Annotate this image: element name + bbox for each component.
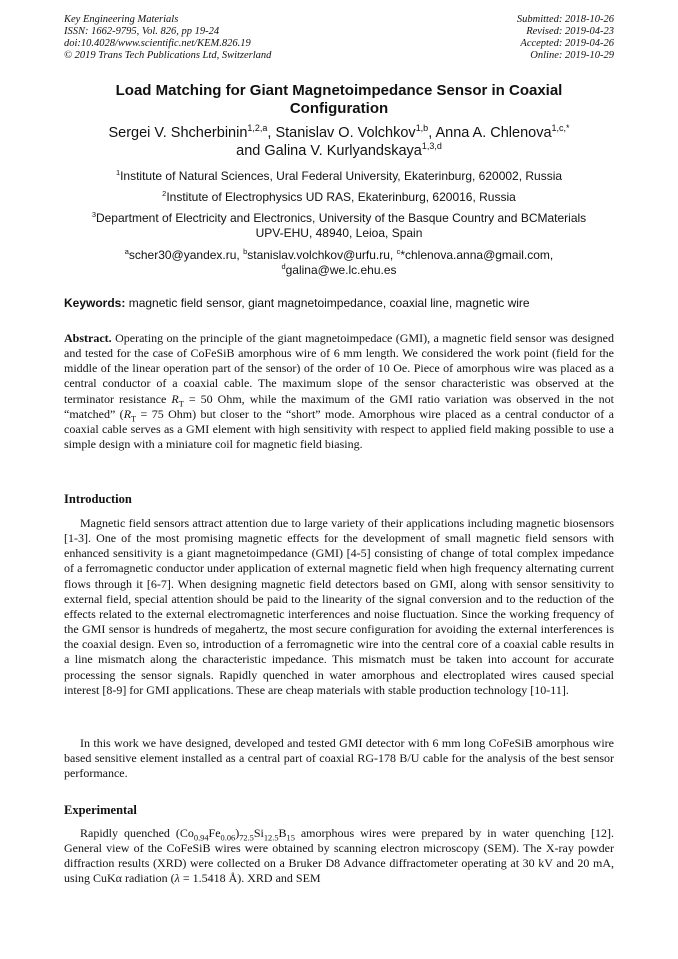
copyright-line: © 2019 Trans Tech Publications Ltd, Switzerland — [64, 50, 272, 61]
experimental-paragraph-1 — [64, 826, 614, 887]
formula-part: Rapidly quenched (Co — [80, 826, 194, 840]
submitted-date: Submitted: 2018-10-26 — [516, 14, 614, 25]
author-4: and Galina V. Kurlyandskaya — [236, 143, 422, 159]
abstract-label: Abstract. — [64, 331, 112, 345]
affiliation-3-line-2: UPV-EHU, 48940, Leioa, Spain — [255, 226, 423, 240]
emails-line-2 — [64, 263, 614, 278]
affiliation-3-mark: 3 — [91, 210, 96, 219]
affiliation-3-line-1 — [64, 211, 614, 226]
author-list — [64, 124, 614, 160]
affiliation-2-text: Institute of Electrophysics UD RAS, Ekaterinburg, 620016, Russia — [166, 190, 516, 204]
author-2: Stanislav O. Volchkov — [275, 125, 416, 141]
email-1[interactable]: scher30@yandex.ru, — [128, 248, 244, 262]
issn-line: ISSN: 1662-9795, Vol. 826, pp 19-24 — [64, 26, 220, 37]
email-2-mark: b — [243, 247, 248, 256]
authors-line-2 — [64, 142, 614, 160]
experimental-text-end: = 1.5418 Å). XRD and SEM — [179, 871, 321, 886]
affiliation-3 — [64, 211, 614, 241]
online-date: Online: 2019-10-29 — [530, 50, 614, 61]
terminator-symbol-2 — [123, 406, 137, 424]
affiliation-1-mark: 1 — [115, 168, 121, 177]
formula-subscript: 0.06 — [220, 833, 236, 843]
author-3-affil: 1,c,* — [551, 123, 570, 134]
emails-line-1 — [64, 248, 614, 263]
experimental-text: amorphous wires were prepared by in water quenching [12]. General view of the CoFeSiB wires were obtained by scanning electron microscopy (SEM). The X-ray powder diffraction results (XRD) were collected on a Bruker D8 Advance diffractometer operating at 30 kV and 20 mA, using CuKα radiation ( — [64, 826, 614, 886]
formula-part: Si — [253, 826, 264, 840]
r-symbol: R — [123, 406, 132, 421]
introduction-heading: Introduction — [64, 492, 132, 506]
affiliation-2-mark: 2 — [162, 189, 167, 198]
journal-name: Key Engineering Materials — [64, 14, 179, 25]
accepted-date: Accepted: 2019-04-26 — [520, 38, 614, 49]
formula-part: ) — [235, 826, 240, 840]
formula-part: B — [278, 826, 287, 840]
author-emails — [64, 248, 614, 278]
lambda-symbol: λ — [174, 871, 180, 886]
author-2-affil: 1,b — [415, 123, 429, 134]
doi-line: doi:10.4028/www.scientific.net/KEM.826.19 — [64, 38, 251, 49]
abstract-text-2: = 50 Ohm, while the maximum of the GMI ratio variation was observed in the not “matched” ( — [64, 391, 615, 421]
keywords-text: magnetic field sensor, giant magnetoimpedance, coaxial line, magnetic wire — [125, 296, 530, 310]
formula-subscript: 12.5 — [263, 833, 279, 843]
formula-part: Fe — [208, 826, 221, 840]
keywords-label: Keywords: — [64, 296, 126, 310]
title-line-1: Load Matching for Giant Magnetoimpedance Sensor in Coaxial — [115, 82, 563, 99]
affiliation-2 — [64, 190, 614, 205]
affiliation-3-text: Department of Electricity and Electronics, University of the Basque Country and BCMaterials — [95, 211, 587, 225]
experimental-heading: Experimental — [64, 803, 137, 817]
formula-subscript: 72.5 — [239, 833, 254, 843]
author-1: Sergei V. Shcherbinin — [108, 125, 248, 141]
affiliation-1 — [64, 169, 614, 184]
email-4-mark: d — [281, 262, 286, 271]
title-line-2: Configuration — [289, 100, 389, 117]
r-symbol: R — [171, 391, 179, 406]
email-3[interactable]: *chlenova.anna@gmail.com, — [400, 248, 554, 262]
header-dates — [517, 14, 614, 62]
email-3-mark: c — [396, 247, 401, 256]
r-subscript: T — [131, 414, 137, 424]
email-1-mark: a — [124, 247, 129, 256]
formula-subscript: 15 — [286, 833, 295, 843]
keywords — [64, 296, 614, 311]
author-4-affil: 1,3,d — [421, 141, 442, 152]
formula-subscript: 0.94 — [193, 833, 209, 843]
abstract — [64, 331, 614, 452]
paper-title — [64, 82, 614, 118]
author-1-affil: 1,2,a — [247, 123, 268, 134]
affiliation-1-text: Institute of Natural Sciences, Ural Federal University, Ekaterinburg, 620002, Russia — [120, 169, 563, 183]
abstract-text-1: Operating on the principle of the giant magnetoimpedace (GMI), a magnetic field sensor was designed and tested for the case of CoFeSiB amorphous wire of 6 mm length. We considered the work point (field for the middle of the linear operation part of the sensor) of the order of 10 Oe. Piece of amorphous wire was placed as a central conductor of a coaxial cable. The maximum slope of the sensor characteristic was observed at the terminator resistance — [64, 331, 614, 406]
email-4[interactable]: galina@we.lc.ehu.es — [285, 263, 397, 277]
revised-date: Revised: 2019-04-23 — [526, 26, 614, 37]
email-2[interactable]: stanislav.volchkov@urfu.ru, — [247, 248, 397, 262]
terminator-symbol-1 — [171, 391, 184, 409]
introduction-paragraph-2: In this work we have designed, developed and tested GMI detector with 6 mm long CoFeSiB amorphous wire based sensitive element installed as a central part of coaxial RG-178 B/U cable for the analysis of the best sensor performance. — [64, 736, 614, 781]
introduction-paragraph-1: Magnetic field sensors attract attention due to large variety of their applications including magnetic biosensors [1-3]. One of the most promising magnetic effects for the development of small magnetic field sensors with enhanced sensitivity is a giant magnetoimpedance (GMI) [4-5] consisting of change of total complex impedance of a ferromagnetic conductor under application of external magnetic field when high frequency alternating current flows through it [6-7]. When designing magnetic field detectors based on GMI, along with sensor sensitivity to external field, special attention should be paid to the linearity of the signal conversion and to the reduction of the effects related to the external electromagnetic interferences and noise fluctuation. Since the working frequency of the GMI sensor is hundreds of megahertz, the most secure configuration for avoiding the external interferences is the coaxial design. Even so, introduction of a ferromagnetic wire into the central core of a coaxial cable results in a line mismatch along the characteristic impedance. This mismatch must be taken into account for accurate processing the sensor signals. Rapidly quenched in water amorphous and electroplated wires caused special interest [8-9] for GMI applications. These are cheap materials with stable production technology [10-11]. — [64, 516, 614, 697]
header-publication-info — [64, 14, 271, 62]
r-subscript: T — [178, 399, 184, 409]
author-3: Anna A. Chlenova — [435, 125, 552, 141]
authors-line-1: Sergei V. Shcherbinin$^{1,2,a}$, Stanislav O. Volchkov$^{1,b}$, Anna A. Chlenova$^{1,c,*}$ — [108, 123, 570, 141]
abstract-text-3: = 75 Ohm) but closer to the “short” mode. Amorphous wire placed as a central conductor of a coaxial cable serves as a GMI element with high sensitivity with respect to applied field making possible to use a simple design with a miniature coil for magnetic field biasing. — [64, 406, 615, 452]
